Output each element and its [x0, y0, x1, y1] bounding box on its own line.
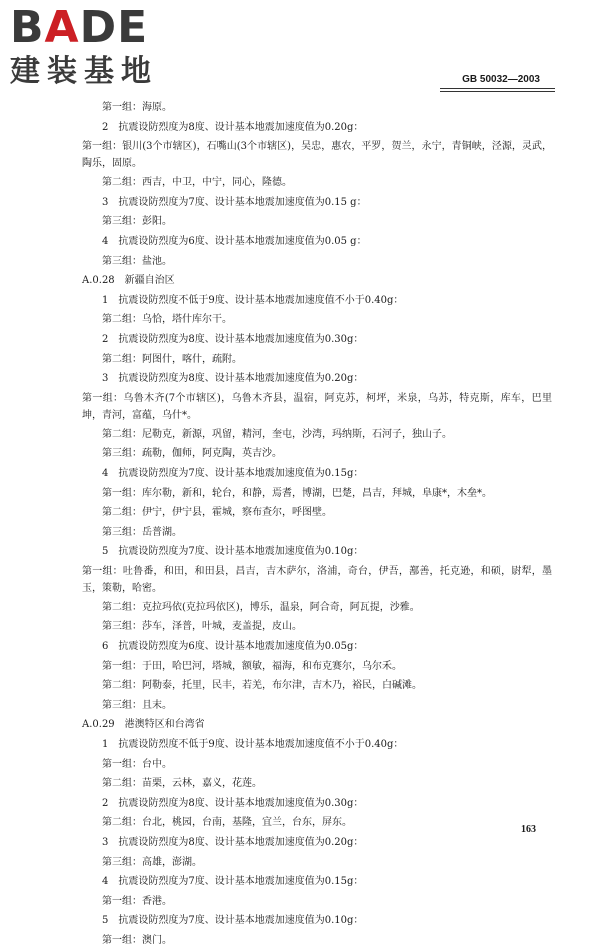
header-rule: [440, 88, 555, 89]
text-line: 第三组：盐池。: [102, 255, 172, 267]
text-line: 第二组：台北，桃园，台南，基隆，宜兰，台东，屏东。: [102, 817, 352, 829]
text-line: 4 抗震设防烈度为7度、设计基本地震加速度值为0.15g：: [102, 467, 364, 479]
text-line: 第一组：吐鲁番，和田，和田县，昌吉，吉木萨尔，洛浦，奇台，伊吾，鄯善，托克逊，和硕，尉犁，墨玉，策勒，哈密。: [82, 565, 552, 594]
text-line: 第二组：伊宁，伊宁县，霍城，察布查尔，呼图壁。: [102, 507, 332, 519]
text-line: 第一组：澳门。: [102, 934, 172, 946]
standard-code: GB 50032—2003: [462, 74, 540, 85]
text-line: 第一组：香港。: [102, 895, 172, 907]
section-heading: A.0.28 新疆自治区: [82, 275, 175, 287]
brand-logo: [10, 2, 175, 94]
header-rule: [440, 91, 555, 92]
text-line: 4 抗震设防烈度为7度、设计基本地震加速度值为0.15g：: [102, 876, 364, 888]
text-line: 第二组：阿图什，喀什，疏附。: [102, 353, 242, 365]
logo-subtitle: 建装基地: [10, 54, 158, 89]
section-heading: A.0.29 港澳特区和台湾省: [82, 719, 205, 731]
text-line: 第一组：于田，哈巴河，塔城，额敏，福海，和布克赛尔，乌尔禾。: [102, 660, 402, 672]
text-line: 第一组：库尔勒，新和，轮台，和静，焉耆，博湖，巴楚，昌吉，拜城，阜康*，木垒*。: [102, 487, 492, 499]
text-line: 2 抗震设防烈度为8度、设计基本地震加速度值为0.30g：: [102, 333, 364, 345]
logo-wordmark: BADE: [10, 2, 149, 53]
logo-accent-letter: A: [44, 2, 80, 53]
document-body: [82, 98, 552, 951]
text-line: 第二组：苗栗，云林，嘉义，花莲。: [102, 778, 262, 790]
text-line: 6 抗震设防烈度为6度、设计基本地震加速度值为0.05g：: [102, 641, 364, 653]
page-number: 163: [521, 824, 536, 835]
text-line: 1 抗震设防烈度不低于9度、设计基本地震加速度值不小于0.40g：: [102, 739, 404, 751]
text-line: 第一组：银川(3个市辖区)，石嘴山(3个市辖区)，吴忠，惠农，平罗，贺兰，永宁，青铜峡，泾源，灵武，陶乐，固原。: [82, 141, 552, 170]
text-line: 第三组：且末。: [102, 699, 172, 711]
text-line: 第二组：西吉，中卫，中宁，同心，隆德。: [102, 177, 292, 189]
text-line: 3 抗震设防烈度为8度、设计基本地震加速度值为0.20g：: [102, 837, 364, 848]
text-line: 5 抗震设防烈度为7度、设计基本地震加速度值为0.10g：: [102, 546, 364, 558]
text-line: 1 抗震设防烈度不低于9度、设计基本地震加速度值不小于0.40g：: [102, 294, 404, 306]
text-line: 3 抗震设防烈度为8度、设计基本地震加速度值为0.20g：: [102, 373, 364, 385]
text-line: 第三组：疏勒，伽师，阿克陶，英吉沙。: [102, 448, 282, 460]
text-line: 第一组：台中。: [102, 758, 172, 770]
text-line: 第一组：海原。: [102, 102, 172, 113]
text-line: 第一组：乌鲁木齐(7个市辖区)，乌鲁木齐县，温宿，阿克苏，柯坪，米泉，乌苏，特克斯，库车，巴里坤，青河，富蕴，乌什*。: [82, 392, 552, 421]
text-line: 第三组：岳普湖。: [102, 526, 182, 538]
text-line: 第二组：克拉玛依(克拉玛依区)，博乐，温泉，阿合奇，阿瓦提，沙雅。: [102, 601, 420, 613]
text-line: 第二组：尼勒克，新源，巩留，精河，奎屯，沙湾，玛纳斯，石河子，独山子。: [102, 428, 452, 440]
text-line: 第二组：阿勒泰，托里，民丰，若羌，布尔津，吉木乃，裕民，白碱滩。: [102, 680, 422, 692]
text-line: 第三组：彭阳。: [102, 216, 172, 228]
text-line: 5 抗震设防烈度为7度、设计基本地震加速度值为0.10g：: [102, 915, 364, 927]
text-line: 3 抗震设防烈度为7度、设计基本地震加速度值为0.15 g：: [102, 196, 367, 208]
text-line: 第二组：乌恰，塔什库尔干。: [102, 314, 232, 326]
text-line: 第三组：高雄，澎湖。: [102, 856, 202, 868]
text-line: 2 抗震设防烈度为8度、设计基本地震加速度值为0.20g：: [102, 121, 364, 133]
text-line: 第三组：莎车，泽普，叶城，麦盖提，皮山。: [102, 621, 302, 633]
text-line: 2 抗震设防烈度为8度、设计基本地震加速度值为0.30g：: [102, 797, 364, 809]
text-line: 4 抗震设防烈度为6度、设计基本地震加速度值为0.05 g：: [102, 235, 367, 247]
